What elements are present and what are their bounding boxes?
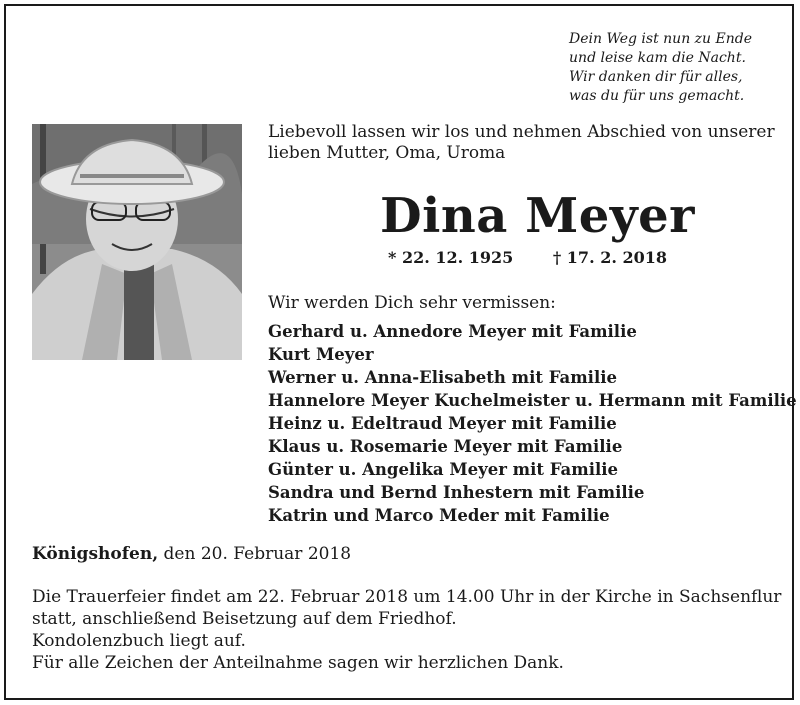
deceased-name: Dina Meyer [380,188,695,244]
mourner-entry: Katrin und Marco Meder mit Familie [268,506,610,525]
intro-line: Liebevoll lassen wir los und nehmen Abschied von unserer [268,122,775,142]
poem-line: und leise kam die Nacht. [569,50,746,66]
place-date [32,544,351,564]
detail-line: Die Trauerfeier findet am 22. Februar 2018 um 14.00 Uhr in der Kirche in Sachsenflur [32,587,782,607]
mourner-entry: Günter u. Angelika Meyer mit Familie [268,460,619,479]
notice-date: den 20. Februar 2018 [158,544,352,564]
poem-line: Wir danken dir für alles, [569,69,743,85]
mourner-entry: Kurt Meyer [268,345,374,364]
detail-line: statt, anschließend Beisetzung auf dem Friedhof. [32,609,457,629]
detail-line: Kondolenzbuch liegt auf. [32,631,246,651]
mourner-entry: Klaus u. Rosemarie Meyer mit Familie [268,437,623,456]
mourner-entry: Hannelore Meyer Kuchelmeister u. Hermann mit Familie [268,391,797,410]
place-name: Königshofen, [32,544,159,564]
memorial-poem [569,30,752,106]
poem-line: Dein Weg ist nun zu Ende [569,31,752,47]
mourner-entry: Sandra und Bernd Inhestern mit Familie [268,483,645,502]
mourner-entry: Gerhard u. Annedore Meyer mit Familie [268,322,637,341]
death-date: † 17. 2. 2018 [552,248,668,267]
mourners-list [268,320,797,527]
mourner-entry: Werner u. Anna-Elisabeth mit Familie [268,368,617,387]
mourners-heading: Wir werden Dich sehr vermissen: [268,293,556,313]
life-dates [388,248,667,267]
poem-line: was du für uns gemacht. [569,88,745,104]
portrait-photo [32,124,242,360]
birth-date: * 22. 12. 1925 [388,248,514,267]
mourner-entry: Heinz u. Edeltraud Meyer mit Familie [268,414,617,433]
funeral-details [32,586,782,674]
intro-text [268,122,788,164]
detail-line: Für alle Zeichen der Anteilnahme sagen wir herzlichen Dank. [32,653,564,673]
obituary-notice [4,4,797,700]
intro-line: lieben Mutter, Oma, Uroma [268,143,506,163]
